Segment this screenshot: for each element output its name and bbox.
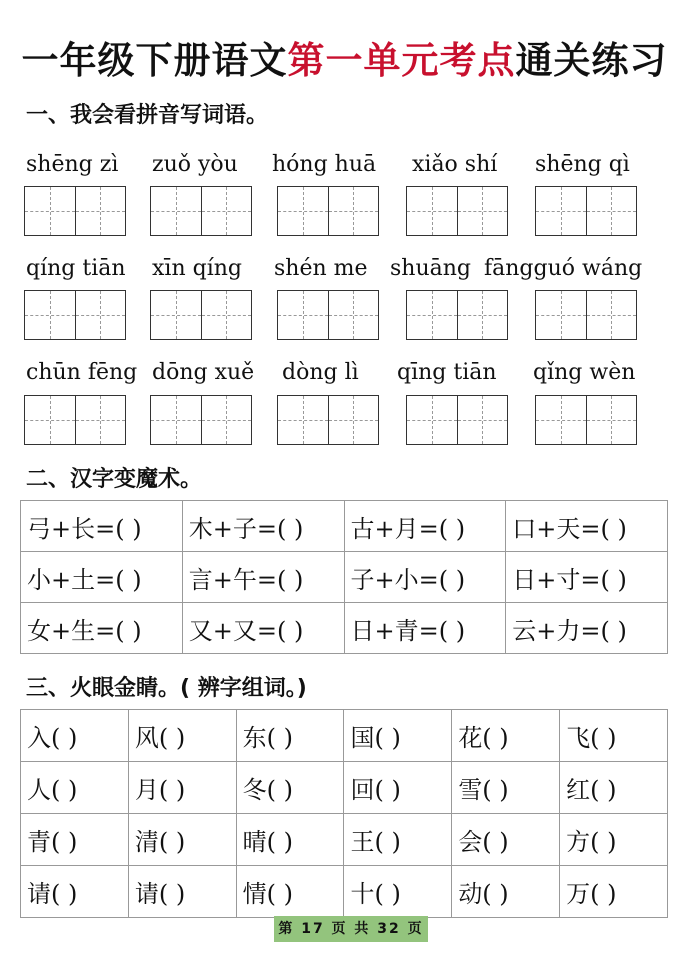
- writing-grid-box[interactable]: [535, 395, 637, 445]
- writing-grid-box[interactable]: [277, 290, 379, 340]
- pinyin-label: fāngguó wáng: [484, 256, 643, 281]
- grid-cell[interactable]: [407, 187, 457, 235]
- grid-cell[interactable]: [457, 187, 508, 235]
- pinyin-label: shuāng: [390, 256, 471, 281]
- character-combination-table: [20, 500, 668, 654]
- table-row: [21, 866, 668, 918]
- grid-cell[interactable]: [278, 396, 328, 444]
- writing-grid-box[interactable]: [277, 186, 379, 236]
- word-group-cell[interactable]: 动( ): [452, 866, 560, 918]
- word-group-cell[interactable]: 风( ): [128, 710, 236, 762]
- grid-cell[interactable]: [586, 187, 637, 235]
- combination-cell[interactable]: 日+寸=( ): [506, 552, 668, 603]
- grid-cell[interactable]: [151, 187, 201, 235]
- grid-cell[interactable]: [536, 396, 586, 444]
- grid-cell[interactable]: [457, 396, 508, 444]
- combination-cell[interactable]: 日+青=( ): [344, 603, 506, 654]
- character-distinguish-table: [20, 709, 668, 918]
- section3-heading: 三、火眼金睛。( 辨字组词。): [26, 676, 307, 701]
- word-group-cell[interactable]: 方( ): [560, 814, 668, 866]
- table-row: [21, 710, 668, 762]
- grid-cell[interactable]: [407, 396, 457, 444]
- combination-cell[interactable]: 女+生=( ): [21, 603, 183, 654]
- grid-cell[interactable]: [407, 291, 457, 339]
- word-group-cell[interactable]: 万( ): [560, 866, 668, 918]
- combination-cell[interactable]: 又+又=( ): [182, 603, 344, 654]
- pinyin-label: zuǒ yòu: [152, 152, 238, 177]
- grid-cell[interactable]: [278, 187, 328, 235]
- grid-cell[interactable]: [201, 187, 252, 235]
- word-group-cell[interactable]: 回( ): [344, 762, 452, 814]
- pinyin-label: dòng lì: [282, 360, 359, 385]
- section1-heading: 一、我会看拼音写词语。: [26, 103, 269, 128]
- combination-cell[interactable]: 小+土=( ): [21, 552, 183, 603]
- combination-cell[interactable]: 弓+长=( ): [21, 501, 183, 552]
- writing-grid-box[interactable]: [150, 290, 252, 340]
- pinyin-label: xiǎo shí: [412, 152, 498, 177]
- title-part-highlight: 第一单元考点: [287, 39, 516, 82]
- writing-grid-box[interactable]: [24, 186, 126, 236]
- grid-cell[interactable]: [328, 396, 379, 444]
- grid-cell[interactable]: [586, 291, 637, 339]
- pinyin-label: qǐng wèn: [533, 360, 636, 385]
- table-row: [21, 814, 668, 866]
- grid-cell[interactable]: [201, 291, 252, 339]
- word-group-cell[interactable]: 请( ): [128, 866, 236, 918]
- grid-cell[interactable]: [75, 291, 126, 339]
- pinyin-label: hóng huā: [272, 152, 377, 177]
- writing-grid-box[interactable]: [24, 395, 126, 445]
- table-row: [21, 603, 668, 654]
- word-group-cell[interactable]: 青( ): [21, 814, 129, 866]
- writing-grid-box[interactable]: [406, 186, 508, 236]
- writing-grid-box[interactable]: [406, 290, 508, 340]
- word-group-cell[interactable]: 冬( ): [236, 762, 344, 814]
- page-number: 第 17 页 共 32 页: [274, 916, 428, 942]
- word-group-cell[interactable]: 花( ): [452, 710, 560, 762]
- word-group-cell[interactable]: 人( ): [21, 762, 129, 814]
- grid-cell[interactable]: [25, 187, 75, 235]
- word-group-cell[interactable]: 入( ): [21, 710, 129, 762]
- grid-cell[interactable]: [586, 396, 637, 444]
- combination-cell[interactable]: 古+月=( ): [344, 501, 506, 552]
- word-group-cell[interactable]: 晴( ): [236, 814, 344, 866]
- writing-grid-box[interactable]: [535, 186, 637, 236]
- grid-cell[interactable]: [151, 291, 201, 339]
- word-group-cell[interactable]: 十( ): [344, 866, 452, 918]
- word-group-cell[interactable]: 王( ): [344, 814, 452, 866]
- grid-cell[interactable]: [75, 396, 126, 444]
- word-group-cell[interactable]: 情( ): [236, 866, 344, 918]
- combination-cell[interactable]: 云+力=( ): [506, 603, 668, 654]
- title-part-1: 一年级下册语文: [21, 39, 288, 82]
- grid-cell[interactable]: [25, 291, 75, 339]
- grid-cell[interactable]: [75, 187, 126, 235]
- word-group-cell[interactable]: 飞( ): [560, 710, 668, 762]
- grid-cell[interactable]: [151, 396, 201, 444]
- pinyin-label: qíng tiān: [26, 256, 126, 281]
- grid-cell[interactable]: [457, 291, 508, 339]
- grid-cell[interactable]: [278, 291, 328, 339]
- table-row: [21, 552, 668, 603]
- table-row: [21, 501, 668, 552]
- table-row: [21, 762, 668, 814]
- pinyin-label: xīn qíng: [152, 256, 242, 281]
- writing-grid-box[interactable]: [24, 290, 126, 340]
- grid-cell[interactable]: [328, 187, 379, 235]
- grid-cell[interactable]: [536, 187, 586, 235]
- pinyin-label: dōng xuě: [152, 360, 255, 385]
- grid-cell[interactable]: [328, 291, 379, 339]
- combination-cell[interactable]: 子+小=( ): [344, 552, 506, 603]
- writing-grid-box[interactable]: [535, 290, 637, 340]
- word-group-cell[interactable]: 雪( ): [452, 762, 560, 814]
- word-group-cell[interactable]: 清( ): [128, 814, 236, 866]
- writing-grid-box[interactable]: [277, 395, 379, 445]
- writing-grid-box[interactable]: [150, 186, 252, 236]
- writing-grid-box[interactable]: [150, 395, 252, 445]
- title-part-2: 通关练习: [515, 39, 668, 82]
- grid-cell[interactable]: [201, 396, 252, 444]
- page-title: [0, 30, 689, 84]
- combination-cell[interactable]: 口+天=( ): [506, 501, 668, 552]
- word-group-cell[interactable]: 月( ): [128, 762, 236, 814]
- word-group-cell[interactable]: 国( ): [344, 710, 452, 762]
- pinyin-label: shēng qì: [535, 152, 630, 177]
- grid-cell[interactable]: [25, 396, 75, 444]
- pinyin-label: chūn fēng: [26, 360, 138, 385]
- word-group-cell[interactable]: 会( ): [452, 814, 560, 866]
- grid-cell[interactable]: [536, 291, 586, 339]
- writing-grid-box[interactable]: [406, 395, 508, 445]
- word-group-cell[interactable]: 红( ): [560, 762, 668, 814]
- combination-cell[interactable]: 言+午=( ): [182, 552, 344, 603]
- pinyin-label: shén me: [274, 256, 368, 281]
- combination-cell[interactable]: 木+子=( ): [182, 501, 344, 552]
- pinyin-label: shēng zì: [26, 152, 119, 177]
- section2-heading: 二、汉字变魔术。: [26, 467, 203, 492]
- pinyin-label: qīng tiān: [397, 360, 497, 385]
- word-group-cell[interactable]: 请( ): [21, 866, 129, 918]
- word-group-cell[interactable]: 东( ): [236, 710, 344, 762]
